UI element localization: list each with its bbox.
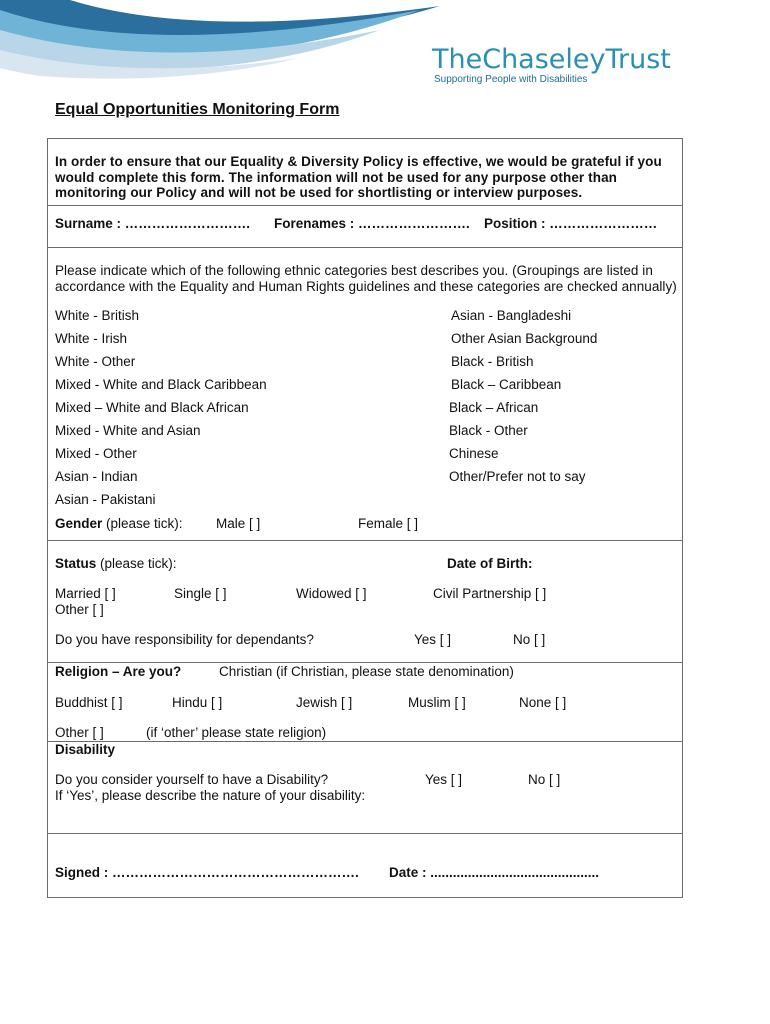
status-label [55, 556, 177, 572]
ethnic-option[interactable]: Mixed – White and Black African [55, 400, 249, 415]
status-widowed-checkbox[interactable]: Widowed [ ] [296, 586, 367, 601]
religion-label: Religion – Are you? [55, 664, 182, 679]
status-other-checkbox[interactable]: Other [ ] [55, 602, 104, 617]
gender-female-checkbox[interactable]: Female [ ] [358, 516, 419, 531]
religion-muslim-checkbox[interactable]: Muslim [ ] [408, 695, 466, 710]
dependants-question: Do you have responsibility for dependants? [55, 632, 314, 647]
brand-logo [432, 44, 671, 85]
disability-question: Do you consider yourself to have a Disability? [55, 772, 329, 787]
signature-field[interactable]: Signed : ………………………………………………. [55, 865, 359, 880]
date-field[interactable]: Date : ............................................. [389, 865, 600, 880]
forenames-field[interactable]: Forenames : ……………………. [274, 216, 470, 231]
religion-christian-option[interactable]: Christian (if Christian, please state denomination) [219, 664, 514, 679]
dependants-yes-checkbox[interactable]: Yes [ ] [414, 632, 452, 647]
ethnic-option[interactable]: Chinese [449, 446, 499, 461]
divider [47, 540, 683, 541]
ethnic-option[interactable]: Asian - Bangladeshi [451, 308, 572, 323]
surname-field[interactable]: Surname : ………………………. [55, 216, 251, 231]
ethnic-option[interactable]: Other/Prefer not to say [449, 469, 586, 484]
header-swoosh-graphic [0, 0, 460, 80]
ethnicity-instructions: Please indicate which of the following ethnic categories best describes you. (Groupings are listed in accordance with the Equality and Human Rights guidelines and these categories are checked annually) [55, 263, 677, 294]
position-field[interactable]: Position : …………………… [484, 216, 658, 231]
religion-other-hint: (if ‘other’ please state religion) [146, 725, 327, 740]
divider [47, 833, 683, 834]
disability-no-checkbox[interactable]: No [ ] [528, 772, 561, 787]
divider [47, 205, 683, 206]
disability-label: Disability [55, 742, 116, 757]
religion-jewish-checkbox[interactable]: Jewish [ ] [296, 695, 353, 710]
ethnic-option[interactable]: Black – African [449, 400, 539, 415]
ethnic-option[interactable]: Mixed - White and Asian [55, 423, 201, 438]
divider [47, 247, 683, 248]
intro-text: In order to ensure that our Equality & Diversity Policy is effective, we would be grateful if you would complete this form. The information will not be used for any purpose other than monitoring our Policy and will not be used for shortlisting or interview purposes. [55, 154, 662, 200]
ethnic-option[interactable]: Black - British [451, 354, 534, 369]
gender-hint: (please tick): [102, 516, 183, 531]
ethnic-option[interactable]: Mixed - Other [55, 446, 137, 461]
ethnic-option[interactable]: White - British [55, 308, 140, 323]
status-civil-partnership-checkbox[interactable]: Civil Partnership [ ] [433, 586, 547, 601]
brand-tagline: Supporting People with Disabilities [434, 74, 588, 85]
religion-none-checkbox[interactable]: None [ ] [519, 695, 567, 710]
ethnic-option[interactable]: White - Other [55, 354, 136, 369]
ethnic-option[interactable]: Other Asian Background [451, 331, 598, 346]
date-of-birth-label: Date of Birth: [447, 556, 533, 571]
dependants-no-checkbox[interactable]: No [ ] [513, 632, 546, 647]
ethnic-option[interactable]: Black - Other [449, 423, 528, 438]
gender-male-checkbox[interactable]: Male [ ] [216, 516, 261, 531]
status-single-checkbox[interactable]: Single [ ] [174, 586, 227, 601]
religion-other-checkbox[interactable]: Other [ ] [55, 725, 104, 740]
ethnic-option[interactable]: Asian - Indian [55, 469, 138, 484]
gender-label [55, 516, 183, 532]
status-married-checkbox[interactable]: Married [ ] [55, 586, 116, 601]
brand-name: TheChaseleyTrust [432, 44, 671, 75]
ethnic-option[interactable]: Mixed - White and Black Caribbean [55, 377, 267, 392]
status-label-text: Status [55, 556, 97, 571]
divider [47, 662, 683, 663]
form-title: Equal Opportunities Monitoring Form [55, 101, 340, 118]
ethnic-option[interactable]: Black – Caribbean [451, 377, 562, 392]
disability-describe-prompt: If ‘Yes’, please describe the nature of your disability: [55, 788, 366, 803]
divider [47, 741, 683, 742]
ethnic-option[interactable]: White - Irish [55, 331, 128, 346]
status-hint: (please tick): [96, 556, 177, 571]
religion-buddhist-checkbox[interactable]: Buddhist [ ] [55, 695, 123, 710]
disability-yes-checkbox[interactable]: Yes [ ] [425, 772, 463, 787]
religion-hindu-checkbox[interactable]: Hindu [ ] [172, 695, 223, 710]
gender-label-text: Gender [55, 516, 103, 531]
ethnic-option[interactable]: Asian - Pakistani [55, 492, 156, 507]
